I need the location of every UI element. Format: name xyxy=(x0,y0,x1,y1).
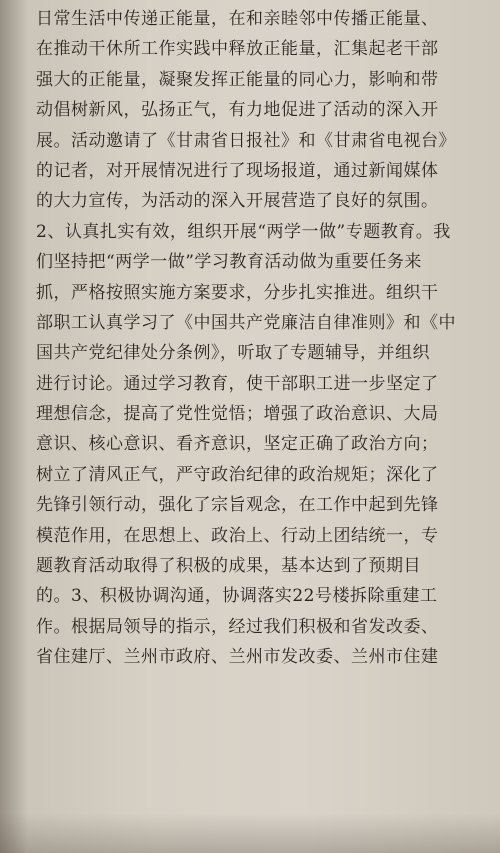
text-line: 日常生活中传递正能量，在和亲睦邻中传播正能量、 xyxy=(36,9,439,29)
page-bottom-shadow xyxy=(0,813,500,853)
text-line: 动倡树新风，弘扬正气，有力地促进了活动的深入开 xyxy=(36,100,439,121)
text-line: 2、认真扎实有效，组织开展“两学一做”专题教育。我 xyxy=(36,221,451,242)
text-line: 题教育活动取得了积极的成果，基本达到了预期目 xyxy=(36,556,421,577)
text-line: 们坚持把“两学一做”学习教育活动做为重要任务来 xyxy=(36,252,422,273)
text-line: 意识、核心意识、看齐意识，坚定正确了政治方向； xyxy=(36,434,439,455)
page-edge-shadow xyxy=(0,0,28,853)
text-line: 理想信念，提高了党性觉悟；增强了政治意识、大局 xyxy=(36,404,439,425)
text-line: 的。3、积极协调沟通，协调落实22号楼拆除重建工 xyxy=(36,586,438,607)
text-line: 展。活动邀请了《甘肃省日报社》和《甘肃省电视台》 xyxy=(36,130,456,151)
text-line: 强大的正能量，凝聚发挥正能量的同心力，影响和带 xyxy=(36,69,439,90)
text-line: 抓，严格按照实施方案要求，分步扎实推进。组织干 xyxy=(36,282,439,303)
text-line: 国共产党纪律处分条例》，听取了专题辅导，并组织 xyxy=(36,343,430,364)
text-line: 的大力宣传，为活动的深入开展营造了良好的氛围。 xyxy=(36,191,439,212)
text-line: 树立了清风正气，严守政治纪律的政治规矩；深化了 xyxy=(36,464,439,485)
text-line: 的记者，对开展情况进行了现场报道，通过新闻媒体 xyxy=(36,160,439,181)
body-text xyxy=(36,4,482,673)
text-line: 部职工认真学习了《中国共产党廉洁自律准则》和《中 xyxy=(36,312,456,333)
text-line: 先锋引领行动，强化了宗旨观念，在工作中起到先锋 xyxy=(36,495,439,516)
text-line: 省住建厅、兰州市政府、兰州市发改委、兰州市住建 xyxy=(36,647,439,668)
text-line: 作。根据局领导的指示，经过我们积极和省发改委、 xyxy=(36,616,439,637)
text-line: 进行讨论。通过学习教育，使干部职工进一步坚定了 xyxy=(36,373,439,394)
text-line: 模范作用，在思想上、政治上、行动上团结统一，专 xyxy=(36,525,439,546)
text-line: 在推动干休所工作实践中释放正能量，汇集起老干部 xyxy=(36,39,439,60)
